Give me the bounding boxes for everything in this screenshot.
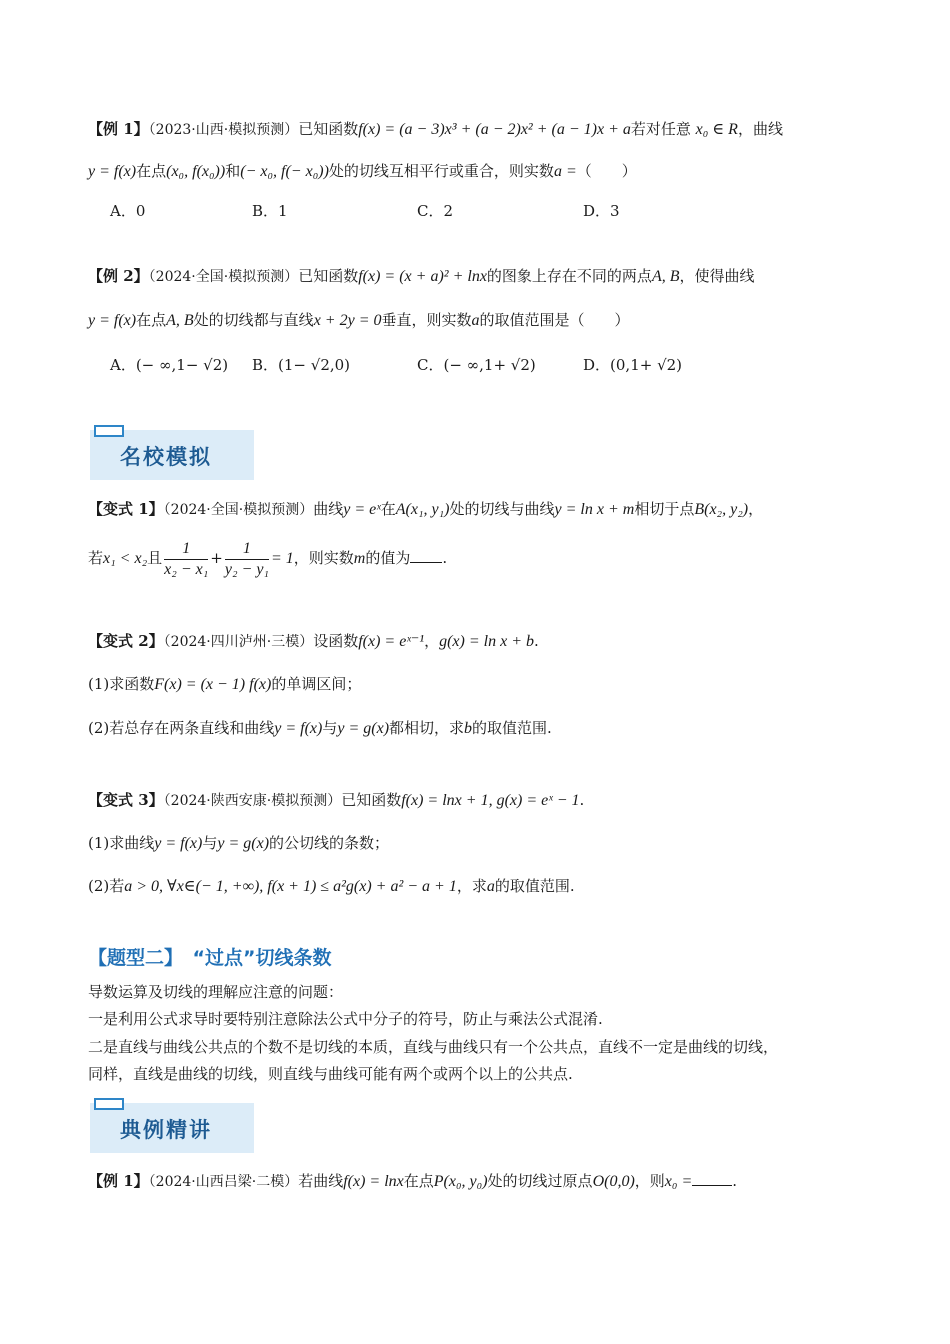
function-expression: f(x) = (a − 3)x³ + (a − 2)x² + (a − 1)x + a [358, 121, 631, 138]
source-note: （2024·四川泸州·三模） [163, 634, 314, 650]
option-a: A．(− ∞,1− √2) [110, 356, 229, 374]
text: 若对任意 [630, 120, 691, 138]
example-2-line-1 [88, 265, 854, 288]
math: P(x₀, y₀) [433, 1173, 488, 1190]
text: 处的切线互相平行或重合，则实数 [328, 162, 554, 180]
banner-tab-decoration [94, 425, 124, 437]
source-note: （2024·全国·模拟预测） [148, 269, 299, 285]
text: 在点 [136, 162, 167, 180]
text: 若曲线 [298, 1172, 344, 1190]
function-expression: f(x) = (x + a)² + lnx [358, 268, 487, 285]
text: . [534, 632, 539, 650]
math: a > 0, ∀x∈(− 1, +∞), f(x + 1) ≤ a²g(x) + a² − a + 1 [124, 878, 457, 895]
text: 在点 [403, 1172, 434, 1190]
text: (1)求曲线 [88, 834, 155, 852]
text: 已知函数 [298, 120, 359, 138]
example-1-line-2 [88, 160, 854, 183]
text: 相切于点 [634, 500, 695, 518]
variant-3-question-1 [88, 832, 854, 855]
variant-2-question-1 [88, 673, 854, 696]
variant-1-line-2 [88, 536, 854, 581]
banner-label: 名校模拟 [120, 445, 212, 469]
text: 都相切，求 [389, 719, 465, 737]
math: f(x) = lnx [343, 1173, 404, 1190]
variant-2-question-2 [88, 717, 854, 740]
math: a = [553, 163, 577, 180]
math: O(0,0) [592, 1173, 635, 1190]
source-note: （2024·山西吕梁·二模） [148, 1174, 299, 1190]
paragraph-4: 同样，直线是曲线的切线，则直线与曲线可能有两个或两个以上的公共点. [88, 1065, 573, 1083]
math: y = g(x) [217, 835, 270, 852]
text: ，使得曲线 [679, 267, 755, 285]
text: 的单调区间； [271, 675, 362, 693]
equals: = 1 [270, 550, 294, 567]
text: 和 [225, 162, 241, 180]
math: y = f(x) [88, 163, 137, 180]
fraction-numerator: 1 [225, 539, 269, 560]
text: . [442, 549, 448, 567]
option-d: D．(0,1+ √2) [583, 356, 683, 374]
math: A, B [166, 312, 194, 329]
source-note: （2024·陕西安康·模拟预测） [163, 793, 342, 809]
math: F(x) = (x − 1) f(x) [154, 676, 272, 693]
math: y = g(x) [337, 720, 390, 737]
option-b: B．1 [252, 202, 288, 220]
text: 曲线 [313, 500, 344, 518]
math: (x₀, f(x₀)) [166, 163, 226, 180]
variant-tag: 【变式 1】 [88, 500, 164, 518]
text: 的取值范围. [472, 719, 552, 737]
text: 设函数 [313, 632, 359, 650]
text: ，曲线 [737, 120, 783, 138]
source-note: （2023·山西·模拟预测） [148, 122, 299, 138]
fraction-numerator: 1 [164, 539, 208, 560]
math: y = f(x) [154, 835, 203, 852]
text: ，则实数 [293, 549, 354, 567]
fraction-2 [225, 539, 269, 580]
math: A, B [651, 268, 680, 285]
math: b [464, 720, 473, 737]
text: ，求 [456, 877, 487, 895]
fraction-1 [164, 539, 208, 580]
math: m [353, 550, 366, 567]
section-banner-dianli [90, 1103, 254, 1153]
text: 处的切线与曲线 [449, 500, 555, 518]
section-title: 【题型二】 “过点”切线条数 [88, 947, 332, 969]
option-c: C．2 [417, 202, 454, 220]
variant-1-line-1 [88, 498, 854, 521]
text: （ ） [576, 162, 637, 180]
math: a [471, 312, 480, 329]
math: B(x₂, y₂) [694, 501, 749, 518]
example-tag: 【例 2】 [88, 267, 149, 285]
paragraph-1: 导数运算及切线的理解应注意的问题： [88, 983, 344, 1001]
paragraph-3: 二是直线与曲线公共点的个数不是切线的本质，直线与曲线只有一个公共点，直线不一定是曲线的切线， [88, 1038, 779, 1056]
math: f(x) = eˣ⁻¹ [358, 633, 425, 650]
text: 的图象上存在不同的两点 [486, 267, 652, 285]
option-a: A．0 [110, 202, 146, 220]
variant-3-question-2 [88, 875, 854, 898]
variant-tag: 【变式 2】 [88, 632, 164, 650]
text: 处的切线过原点 [487, 1172, 593, 1190]
math: (− x₀, f(− x₀)) [240, 163, 329, 180]
math: x + 2y = 0 [313, 312, 382, 329]
math: y = f(x) [88, 312, 137, 329]
text: ， [748, 500, 764, 518]
math: a [486, 878, 495, 895]
fraction-denominator: y₂ − y₁ [224, 560, 269, 578]
math: y = f(x) [274, 720, 323, 737]
text: 的取值范围. [494, 877, 575, 895]
text: 且 [147, 549, 163, 567]
text: 处的切线都与直线 [193, 311, 314, 329]
text: 与 [322, 719, 338, 737]
math: x₁ < x₂ [103, 550, 148, 567]
text: . [732, 1172, 738, 1190]
text: ，则 [634, 1172, 665, 1190]
text: 与 [202, 834, 218, 852]
example-3-line-1 [88, 1170, 854, 1193]
text: (2)若 [88, 877, 125, 895]
variant-3-line-1 [88, 789, 854, 812]
example-1-line-1 [88, 118, 854, 141]
text: (1)求函数 [88, 675, 155, 693]
option-d: D．3 [583, 202, 620, 220]
option-c: C．(− ∞,1+ √2) [417, 356, 536, 374]
math: A(x₁, y₁) [395, 501, 450, 518]
text: 的取值范围是（ ） [479, 311, 630, 329]
text: 在 [380, 500, 396, 518]
paragraph-2: 一是利用公式求导时要特别注意除法公式中分子的符号，防止与乘法公式混淆. [88, 1010, 603, 1028]
banner-tab-decoration [94, 1098, 124, 1110]
text: 在点 [136, 311, 167, 329]
answer-blank [692, 1171, 732, 1186]
text: 的值为 [365, 549, 411, 567]
text: . [579, 791, 585, 809]
math: g(x) = ln x + b [439, 633, 534, 650]
section-banner-mingxiao [90, 430, 254, 480]
plus-sign: + [210, 549, 223, 567]
example-tag: 【例 1】 [88, 1172, 149, 1190]
variant-2-line-1 [88, 630, 854, 653]
example-2-line-2 [88, 309, 854, 332]
source-note: （2024·全国·模拟预测） [163, 502, 314, 518]
example-tag: 【例 1】 [88, 120, 149, 138]
text: ， [424, 632, 440, 650]
math: x₀ = [664, 1173, 693, 1190]
banner-label: 典例精讲 [120, 1118, 212, 1142]
text: 已知函数 [298, 267, 359, 285]
text: 的公切线的条数； [269, 834, 390, 852]
math: y = ln x + m [554, 501, 635, 518]
fraction-denominator: x₂ − x₁ [164, 560, 209, 578]
math: f(x) = lnx + 1, g(x) = eˣ − 1 [401, 792, 580, 809]
option-b: B．(1− √2,0) [252, 356, 351, 374]
answer-blank [410, 548, 442, 563]
text: 垂直，则实数 [381, 311, 472, 329]
math: y = eˣ [343, 501, 381, 518]
variant-tag: 【变式 3】 [88, 791, 164, 809]
text: (2)若总存在两条直线和曲线 [88, 719, 275, 737]
text: 若 [88, 549, 104, 567]
math: x₀ ∈ R [695, 121, 738, 138]
text: 已知函数 [341, 791, 402, 809]
